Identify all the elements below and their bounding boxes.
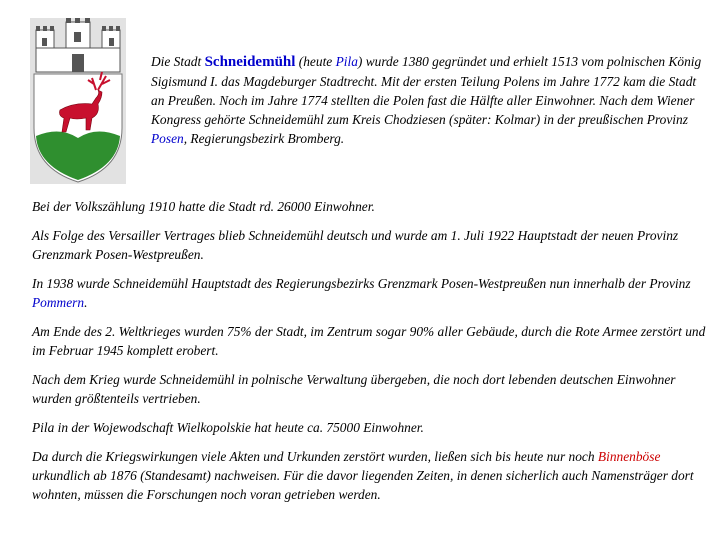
paragraph-versailles: Als Folge des Versailler Vertrages blieb Schneidemühl deutsch und wurde am 1. Juli 1922 Hauptstadt der neuen Provinz Grenzmark Posen-Westpreußen. xyxy=(32,228,679,262)
posen-link[interactable]: Posen xyxy=(151,131,184,146)
paragraph-1938-text: In 1938 wurde Schneidemühl Hauptstadt des Regierungsbezirks Grenzmark Posen-Westpreußen nun innerhalb der Provinz xyxy=(32,276,691,291)
intro-text-2: , Regierungsbezirk Bromberg. xyxy=(183,131,345,146)
coat-of-arms-image xyxy=(30,18,126,184)
intro-paragraph xyxy=(151,52,711,148)
paragraph-records-suffix: urkundlich ab 1876 (Standesamt) nachweisen. Für die davor liegenden Zeiten, in denen sicherlich auch Namensträger dort wohnten, müssen die Forschungen noch voran getrieben werden. xyxy=(32,468,694,502)
paragraph-today: Pila in der Wojewodschaft Wielkopolskie hat heute ca. 75000 Einwohner. xyxy=(32,420,424,435)
pommern-link[interactable]: Pommern xyxy=(32,295,85,310)
paragraph-records-prefix: Da durch die Kriegswirkungen viele Akten und Urkunden zerstört wurden, ließen sich bis heute nur noch xyxy=(32,449,598,464)
paragraph-ww2: Am Ende des 2. Weltkrieges wurden 75% der Stadt, im Zentrum sogar 90% aller Gebäude, durch die Rote Armee zerstört und im Februar 1945 komplett erobert. xyxy=(32,324,706,358)
family-name-highlight: Binnenböse xyxy=(597,449,661,464)
intro-after-name: (heute xyxy=(295,54,336,69)
pila-link[interactable]: Pila xyxy=(335,54,358,69)
paragraph-census: Bei der Volkszählung 1910 hatte die Stadt rd. 26000 Einwohner. xyxy=(32,199,375,214)
intro-text-1: ) wurde 1380 gegründet und erhielt 1513 vom polnischen König Sigismund I. das Magdeburger Stadtrecht. Mit der ersten Teilung Polens im Jahre 1772 kam die Stadt an Preußen. Noch im Jahre 1774 stellten die Polen fast die Hälfte aller Einwohner. Nach dem Wiener Kongress gehörte Schneidemühl zum Kreis Chodziesen (später: Kolmar) in der preußischen Provinz xyxy=(151,54,702,127)
paragraph-1938-suffix: . xyxy=(84,295,88,310)
city-name-heading: Schneidemühl xyxy=(204,54,296,70)
main-text xyxy=(32,197,712,514)
paragraph-records xyxy=(32,447,712,504)
intro-prefix: Die Stadt xyxy=(151,54,205,69)
paragraph-postwar: Nach dem Krieg wurde Schneidemühl in polnische Verwaltung übergeben, die noch dort lebenden deutschen Einwohner wurden größtenteils vertrieben. xyxy=(32,372,676,406)
paragraph-1938 xyxy=(32,274,712,312)
